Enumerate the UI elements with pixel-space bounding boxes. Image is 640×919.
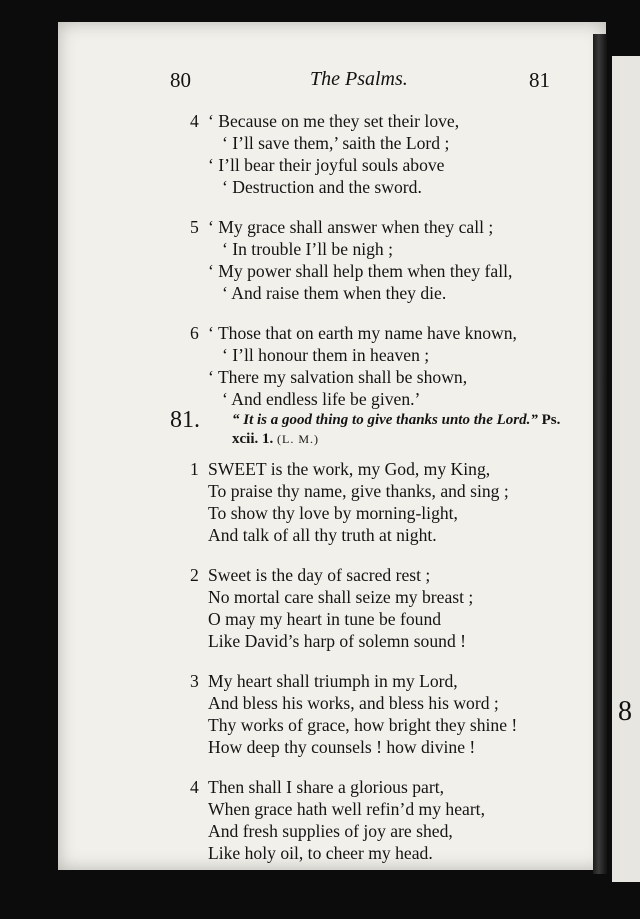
- running-title: The Psalms.: [310, 68, 408, 90]
- verse-line: SWEET is the work, my God, my King,: [208, 459, 491, 479]
- verse-line: ‘ Because on me they set their love,: [208, 111, 460, 131]
- verse-line: My heart shall triumph in my Lord,: [208, 671, 458, 691]
- verse-line: ‘ Those that on earth my name have known,: [208, 323, 517, 343]
- verse-line: O may my heart in tune be found: [208, 609, 442, 629]
- running-header: [170, 68, 550, 94]
- next-page-fragment: 8: [618, 696, 632, 727]
- verse-line: Thy works of grace, how bright they shine !: [208, 715, 518, 735]
- verse-line: To praise thy name, give thanks, and sing ;: [208, 481, 509, 501]
- verse-line: Like David’s harp of solemn sound !: [208, 631, 466, 651]
- verse-line: ‘ And endless life be given.’: [222, 389, 421, 409]
- verse-line: ‘ Destruction and the sword.: [222, 177, 422, 197]
- stanza: [190, 216, 570, 304]
- verse-line: To show thy love by morning-light,: [208, 503, 458, 523]
- verse-line: ‘ In trouble I’ll be nigh ;: [222, 239, 394, 259]
- verses-bottom: [190, 458, 570, 882]
- verse-line: No mortal care shall seize my breast ;: [208, 587, 474, 607]
- stanza-number: 2: [190, 565, 199, 585]
- hymn-meter: (L. M.): [277, 432, 319, 446]
- verse-line: How deep thy counsels ! how divine !: [208, 737, 476, 757]
- verse-line: And bless his works, and bless his word ;: [208, 693, 499, 713]
- scripture-reference: Ps. xcii. 1.: [232, 412, 561, 447]
- stanza: [190, 776, 570, 864]
- stanza: [190, 322, 570, 410]
- stanza: [190, 564, 570, 652]
- hymn-heading: [170, 407, 570, 453]
- stanza-number: 4: [190, 777, 199, 797]
- verse-line: ‘ There my salvation shall be shown,: [208, 367, 468, 387]
- hymn-number: 81.: [170, 407, 200, 433]
- stanza-number: 4: [190, 111, 199, 131]
- hymn-epigraph: “ It is a good thing to give thanks unto the Lord.”: [232, 412, 538, 428]
- verse-line: ‘ My grace shall answer when they call ;: [208, 217, 494, 237]
- stanza-number: 5: [190, 217, 199, 237]
- stanza: [190, 110, 570, 198]
- verse-line: And talk of all thy truth at night.: [208, 525, 437, 545]
- verse-line: Then shall I share a glorious part,: [208, 777, 444, 797]
- verse-line: ‘ I’ll save them,’ saith the Lord ;: [222, 133, 450, 153]
- verse-line: Sweet is the day of sacred rest ;: [208, 565, 431, 585]
- verse-line: Like holy oil, to cheer my head.: [208, 843, 433, 863]
- stanza: [190, 458, 570, 546]
- verse-line: ‘ I’ll bear their joyful souls above: [208, 155, 445, 175]
- verses-top: [190, 110, 570, 428]
- verse-line: ‘ And raise them when they die.: [222, 283, 447, 303]
- stanza: [190, 670, 570, 758]
- verse-line: And fresh supplies of joy are shed,: [208, 821, 453, 841]
- stanza-number: 3: [190, 671, 199, 691]
- stanza-number: 1: [190, 459, 199, 479]
- verse-line: When grace hath well refin’d my heart,: [208, 799, 485, 819]
- book-spine: [593, 34, 607, 874]
- right-page-number: 81: [529, 68, 550, 92]
- verse-line: ‘ My power shall help them when they fall,: [208, 261, 513, 281]
- next-page-edge: [612, 56, 640, 882]
- hymn-epigraph-block: [232, 411, 562, 449]
- stanza-number: 6: [190, 323, 199, 343]
- left-page-number: 80: [170, 68, 191, 92]
- verse-line: ‘ I’ll honour them in heaven ;: [222, 345, 430, 365]
